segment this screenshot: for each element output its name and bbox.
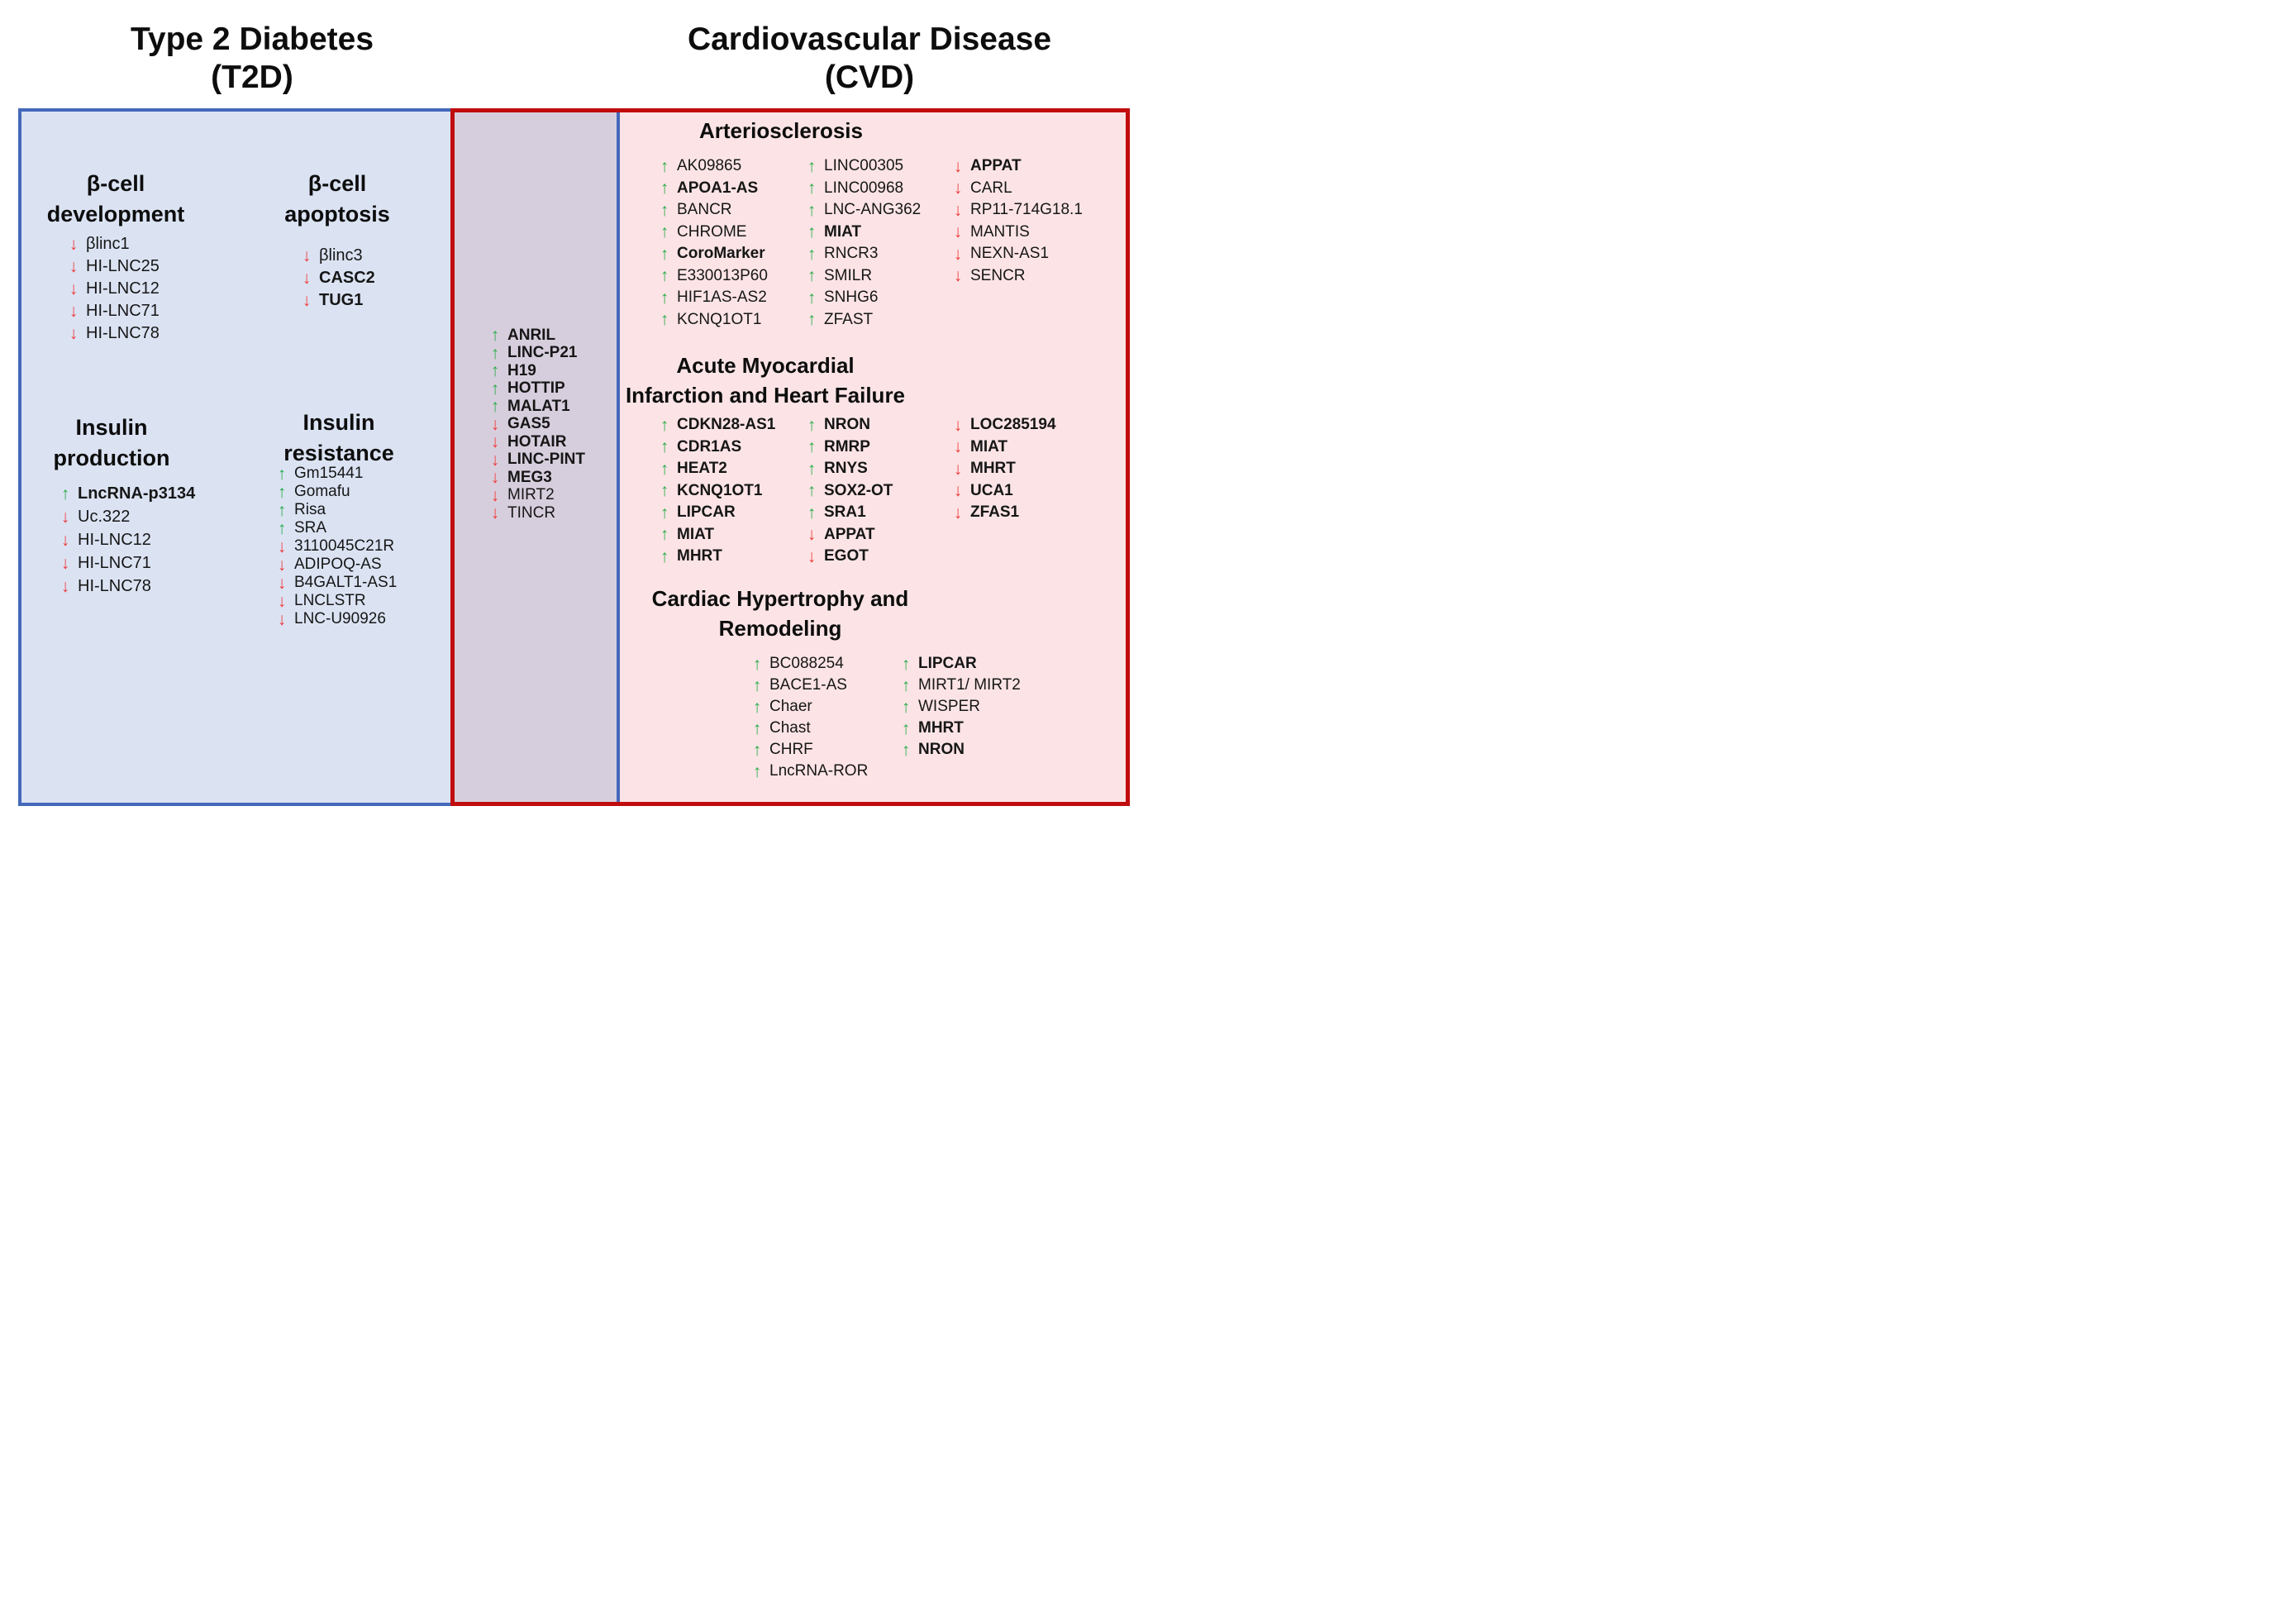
lncrna-item [748,718,868,739]
lncrna-item [655,243,768,265]
lncrna-item [748,653,868,675]
lncrna-label: HOTTIP [507,379,565,398]
lncrna-item [803,524,893,546]
lncrna-label: LNC-ANG362 [824,201,922,219]
lncrna-label: LncRNA-ROR [769,762,869,780]
down-arrow-icon: ↓ [69,235,79,254]
lncrna-item [803,458,893,480]
lncrna-label: SOX2-OT [824,481,893,499]
down-arrow-icon: ↓ [69,257,79,276]
lncrna-label: MANTIS [970,222,1030,241]
lncrna-label: LncRNA-p3134 [78,484,196,503]
lncrna-label: RNCR3 [824,245,879,263]
beta-development-heading [17,169,215,230]
lncrna-item [949,199,1083,222]
lncrna-item [273,574,397,592]
lncrna-label: NEXN-AS1 [970,245,1050,263]
up-arrow-icon: ↑ [660,459,669,479]
lncrna-label: MHRT [918,719,964,737]
up-arrow-icon: ↑ [277,464,287,484]
up-arrow-icon: ↑ [807,156,817,176]
lncrna-item [298,289,375,312]
up-arrow-icon: ↑ [660,244,669,264]
lncrna-item [56,575,195,598]
up-arrow-icon: ↑ [660,503,669,522]
lncrna-label: HI-LNC71 [86,302,160,320]
heading-line: Remodeling [718,616,842,641]
up-arrow-icon: ↑ [277,500,287,520]
up-arrow-icon: ↑ [660,156,669,176]
arteriosclerosis-heading [599,116,963,145]
lncrna-item [56,482,195,505]
lncrna-item [655,222,768,244]
lncrna-label: SMILR [824,266,873,284]
lncrna-item [273,537,397,556]
down-arrow-icon: ↓ [69,279,79,298]
insulin-production-list [56,482,195,598]
lncrna-item [949,414,1056,436]
lncrna-label: H19 [507,361,536,379]
up-arrow-icon: ↑ [660,415,669,435]
lncrna-label: LIPCAR [918,655,977,672]
lncrna-label: HI-LNC25 [86,257,160,275]
lncrna-item [56,528,195,551]
lncrna-label: ANRIL [507,326,556,344]
lncrna-label: Chast [769,719,811,737]
beta-apoptosis-heading [238,169,436,230]
lncrna-item [803,199,921,222]
up-arrow-icon: ↑ [752,740,762,760]
lncrna-label: CHRF [769,741,813,758]
down-arrow-icon: ↓ [490,485,500,505]
lncrna-item [486,362,585,380]
lncrna-item [655,414,775,436]
arteriosclerosis-col3 [949,155,1083,287]
up-arrow-icon: ↑ [901,697,911,717]
up-arrow-icon: ↑ [490,343,500,363]
up-arrow-icon: ↑ [752,697,762,717]
down-arrow-icon: ↓ [490,503,500,523]
up-arrow-icon: ↑ [752,761,762,781]
heading-line: Insulin [302,410,375,435]
lncrna-label: HEAT2 [677,460,727,478]
lncrna-label: LNCLSTR [294,592,366,609]
lncrna-item [655,436,775,459]
lncrna-item [298,267,375,289]
up-arrow-icon: ↑ [490,361,500,381]
lncrna-label: HI-LNC78 [78,576,151,595]
lncrna-label: TINCR [507,503,556,522]
lncrna-label: CARL [970,179,1012,197]
heading-line: β-cell [86,171,145,196]
lncrna-label: KCNQ1OT1 [677,481,763,499]
lncrna-item [803,287,921,309]
lncrna-item [897,718,1021,739]
down-arrow-icon: ↓ [953,437,963,457]
lncrna-item [803,436,893,459]
lncrna-item [486,416,585,434]
up-arrow-icon: ↑ [277,482,287,502]
lncrna-item [897,653,1021,675]
lncrna-label: Gm15441 [294,465,364,482]
lncrna-label: SENCR [970,266,1026,284]
lncrna-item [56,551,195,575]
up-arrow-icon: ↑ [807,244,817,264]
heading-line: production [53,446,170,470]
lncrna-label: APOA1-AS [677,179,759,197]
heading-line: Infarction and Heart Failure [625,383,906,408]
heading-line: β-cell [307,171,367,196]
lncrna-label: LIPCAR [677,503,736,522]
lncrna-label: KCNQ1OT1 [677,310,762,328]
down-arrow-icon: ↓ [277,591,287,611]
lncrna-item [803,414,893,436]
lncrna-label: ZFAST [824,310,874,328]
lncrna-label: GAS5 [507,415,550,433]
beta-apoptosis-list [298,245,375,312]
down-arrow-icon: ↓ [277,573,287,593]
lncrna-item [486,469,585,487]
lncrna-label: SNHG6 [824,289,879,307]
hypertrophy-col2 [897,653,1021,761]
down-arrow-icon: ↓ [277,609,287,629]
down-arrow-icon: ↓ [302,269,312,288]
heading-line: Cardiac Hypertrophy and [651,586,909,611]
lncrna-item [64,255,160,278]
lncrna-item [655,524,775,546]
heading-line: Acute Myocardial [676,353,855,378]
heading-line: Arteriosclerosis [699,118,863,143]
up-arrow-icon: ↑ [490,379,500,398]
up-arrow-icon: ↑ [660,481,669,501]
up-arrow-icon: ↑ [807,288,817,308]
lncrna-label: LNC-U90926 [294,610,386,627]
t2d-title-line1: Type 2 Diabetes [130,21,374,57]
heading-line: apoptosis [284,202,390,227]
lncrna-label: Chaer [769,698,812,715]
lncrna-label: HIF1AS-AS2 [677,289,767,307]
lncrna-item [949,502,1056,524]
lncrna-label: BACE1-AS [769,676,847,694]
lncrna-item [803,243,921,265]
down-arrow-icon: ↓ [60,553,70,573]
lncrna-label: RNYS [824,460,868,478]
lncrna-item [486,327,585,345]
lncrna-item [486,451,585,470]
lncrna-label: WISPER [918,698,980,715]
down-arrow-icon: ↓ [490,432,500,452]
lncrna-item [949,222,1083,244]
down-arrow-icon: ↓ [953,179,963,198]
down-arrow-icon: ↓ [953,222,963,242]
lncrna-item [655,480,775,503]
up-arrow-icon: ↑ [660,288,669,308]
lncrna-item [64,300,160,322]
lncrna-label: LINC00305 [824,157,904,175]
lncrna-label: LINC-P21 [507,344,578,362]
lncrna-label: MEG3 [507,468,552,486]
up-arrow-icon: ↑ [752,654,762,674]
lncrna-label: MHRT [970,460,1016,478]
lncrna-item [273,519,397,537]
lncrna-item [655,546,775,568]
up-arrow-icon: ↑ [660,200,669,220]
t2d-title [45,21,459,97]
lncrna-item [64,278,160,300]
up-arrow-icon: ↑ [752,718,762,738]
lncrna-item [64,233,160,255]
lncrna-label: HI-LNC12 [86,279,160,298]
up-arrow-icon: ↑ [807,222,817,242]
cardiac-hypertrophy-heading [598,584,962,643]
lncrna-label: MHRT [677,547,722,565]
up-arrow-icon: ↑ [660,437,669,457]
up-arrow-icon: ↑ [807,310,817,330]
lncrna-label: HOTAIR [507,432,567,451]
lncrna-label: UCA1 [970,481,1013,499]
lncrna-item [64,322,160,345]
lncrna-item [803,155,921,178]
lncrna-label: E330013P60 [677,266,768,284]
lncrna-label: HI-LNC78 [86,324,160,342]
down-arrow-icon: ↓ [953,200,963,220]
lncrna-label: 3110045C21R [294,537,395,555]
lncrna-item [949,480,1056,503]
lncrna-item [748,739,868,761]
down-arrow-icon: ↓ [69,302,79,321]
lncrna-item [803,502,893,524]
up-arrow-icon: ↑ [660,266,669,286]
ami-hf-col2 [803,414,893,568]
arteriosclerosis-col1 [655,155,768,331]
ami-hf-col1 [655,414,775,568]
lncrna-item [655,502,775,524]
lncrna-item [273,483,397,501]
lncrna-item [273,556,397,574]
lncrna-label: CoroMarker [677,245,765,263]
down-arrow-icon: ↓ [807,525,817,545]
up-arrow-icon: ↑ [660,525,669,545]
ami-heart-failure-heading [584,351,947,410]
lncrna-label: HI-LNC12 [78,530,151,549]
up-arrow-icon: ↑ [807,481,817,501]
lncrna-label: Risa [294,501,326,518]
lncrna-item [949,436,1056,459]
up-arrow-icon: ↑ [901,654,911,674]
lncrna-item [949,243,1083,265]
beta-development-list [64,233,160,345]
lncrna-label: Uc.322 [78,507,131,526]
lncrna-item [803,309,921,332]
ami-hf-col3 [949,414,1056,524]
down-arrow-icon: ↓ [60,507,70,527]
insulin-resistance-heading [240,408,438,469]
down-arrow-icon: ↓ [807,546,817,566]
up-arrow-icon: ↑ [660,179,669,198]
heading-line: Insulin [75,415,148,440]
lncrna-item [949,458,1056,480]
lncrna-item [655,199,768,222]
hypertrophy-col1 [748,653,868,782]
up-arrow-icon: ↑ [901,675,911,695]
up-arrow-icon: ↑ [660,546,669,566]
lncrna-item [655,178,768,200]
lncrna-item [486,345,585,363]
lncrna-item [803,480,893,503]
up-arrow-icon: ↑ [752,675,762,695]
lncrna-label: MIRT2 [507,486,555,504]
lncrna-label: BANCR [677,201,732,219]
lncrna-item [486,433,585,451]
lncrna-label: ADIPOQ-AS [294,556,382,573]
lncrna-label: CDR1AS [677,437,742,456]
lncrna-label: MIAT [824,222,862,241]
down-arrow-icon: ↓ [490,468,500,488]
down-arrow-icon: ↓ [953,156,963,176]
lncrna-item [655,155,768,178]
up-arrow-icon: ↑ [807,503,817,522]
up-arrow-icon: ↑ [660,222,669,242]
lncrna-item [273,592,397,610]
shared-lncrna-list [486,327,585,522]
up-arrow-icon: ↑ [807,437,817,457]
lncrna-label: EGOT [824,547,869,565]
insulin-production-heading [12,413,211,474]
down-arrow-icon: ↓ [953,244,963,264]
down-arrow-icon: ↓ [953,415,963,435]
lncrna-label: TUG1 [319,291,364,309]
up-arrow-icon: ↑ [277,518,287,538]
down-arrow-icon: ↓ [302,291,312,310]
lncrna-item [486,487,585,505]
lncrna-item [897,675,1021,696]
up-arrow-icon: ↑ [660,310,669,330]
cvd-title-line1: Cardiovascular Disease [687,21,1052,57]
lncrna-label: NRON [824,416,870,434]
lncrna-item [655,287,768,309]
lncrna-label: MIAT [970,437,1008,456]
down-arrow-icon: ↓ [953,459,963,479]
lncrna-label: BC088254 [769,655,844,672]
lncrna-item [56,505,195,528]
lncrna-label: APPAT [970,157,1022,175]
lncrna-label: CDKN28-AS1 [677,416,776,434]
lncrna-item [748,696,868,718]
up-arrow-icon: ↑ [807,200,817,220]
lncrna-item [897,739,1021,761]
down-arrow-icon: ↓ [277,537,287,556]
arteriosclerosis-col2 [803,155,921,331]
lncrna-item [748,675,868,696]
insulin-resistance-list [273,465,397,628]
lncrna-label: CASC2 [319,269,375,287]
t2d-title-line2: (T2D) [211,60,293,95]
down-arrow-icon: ↓ [953,503,963,522]
up-arrow-icon: ↑ [807,415,817,435]
lncrna-item [486,398,585,416]
lncrna-item [803,222,921,244]
cvd-title-line2: (CVD) [824,60,915,95]
lncrna-item [803,178,921,200]
up-arrow-icon: ↑ [60,484,70,503]
up-arrow-icon: ↑ [807,179,817,198]
lncrna-item [655,309,768,332]
lncrna-label: CHROME [677,222,747,241]
down-arrow-icon: ↓ [302,246,312,265]
lncrna-item [949,265,1083,288]
lncrna-label: Gomafu [294,483,350,500]
lncrna-item [748,761,868,782]
down-arrow-icon: ↓ [953,266,963,286]
lncrna-item [273,465,397,483]
lncrna-label: APPAT [824,525,875,543]
up-arrow-icon: ↑ [901,718,911,738]
lncrna-label: RMRP [824,437,870,456]
heading-line: development [46,202,185,227]
lncrna-item [655,265,768,288]
lncrna-label: B4GALT1-AS1 [294,574,398,591]
lncrna-item [655,458,775,480]
lncrna-label: MALAT1 [507,397,570,415]
lncrna-label: SRA1 [824,503,866,522]
up-arrow-icon: ↑ [901,740,911,760]
up-arrow-icon: ↑ [490,397,500,417]
down-arrow-icon: ↓ [60,530,70,550]
lncrna-label: AK09865 [677,157,742,175]
lncrna-label: MIAT [677,525,715,543]
lncrna-item [273,501,397,519]
down-arrow-icon: ↓ [953,481,963,501]
up-arrow-icon: ↑ [807,459,817,479]
down-arrow-icon: ↓ [277,555,287,575]
heading-line: resistance [283,441,394,465]
lncrna-label: LINC-PINT [507,451,585,469]
lncrna-label: ZFAS1 [970,503,1020,522]
down-arrow-icon: ↓ [69,324,79,343]
lncrna-t2d-cvd-figure [0,0,1148,808]
lncrna-item [803,265,921,288]
lncrna-label: HI-LNC71 [78,553,151,572]
lncrna-item [803,546,893,568]
cvd-title [663,21,1076,97]
down-arrow-icon: ↓ [490,414,500,434]
up-arrow-icon: ↑ [490,326,500,346]
lncrna-label: βlinc1 [86,235,130,253]
down-arrow-icon: ↓ [60,576,70,596]
lncrna-item [298,245,375,267]
lncrna-label: βlinc3 [319,246,363,265]
lncrna-item [486,504,585,522]
lncrna-item [949,178,1083,200]
up-arrow-icon: ↑ [807,266,817,286]
lncrna-item [949,155,1083,178]
lncrna-label: NRON [918,741,965,758]
lncrna-label: MIRT1/ MIRT2 [918,676,1021,694]
lncrna-label: RP11-714G18.1 [970,201,1083,219]
lncrna-label: LOC285194 [970,416,1056,434]
lncrna-item [486,380,585,398]
down-arrow-icon: ↓ [490,450,500,470]
lncrna-label: SRA [294,519,327,537]
lncrna-item [273,610,397,628]
lncrna-item [897,696,1021,718]
lncrna-label: LINC00968 [824,179,904,197]
